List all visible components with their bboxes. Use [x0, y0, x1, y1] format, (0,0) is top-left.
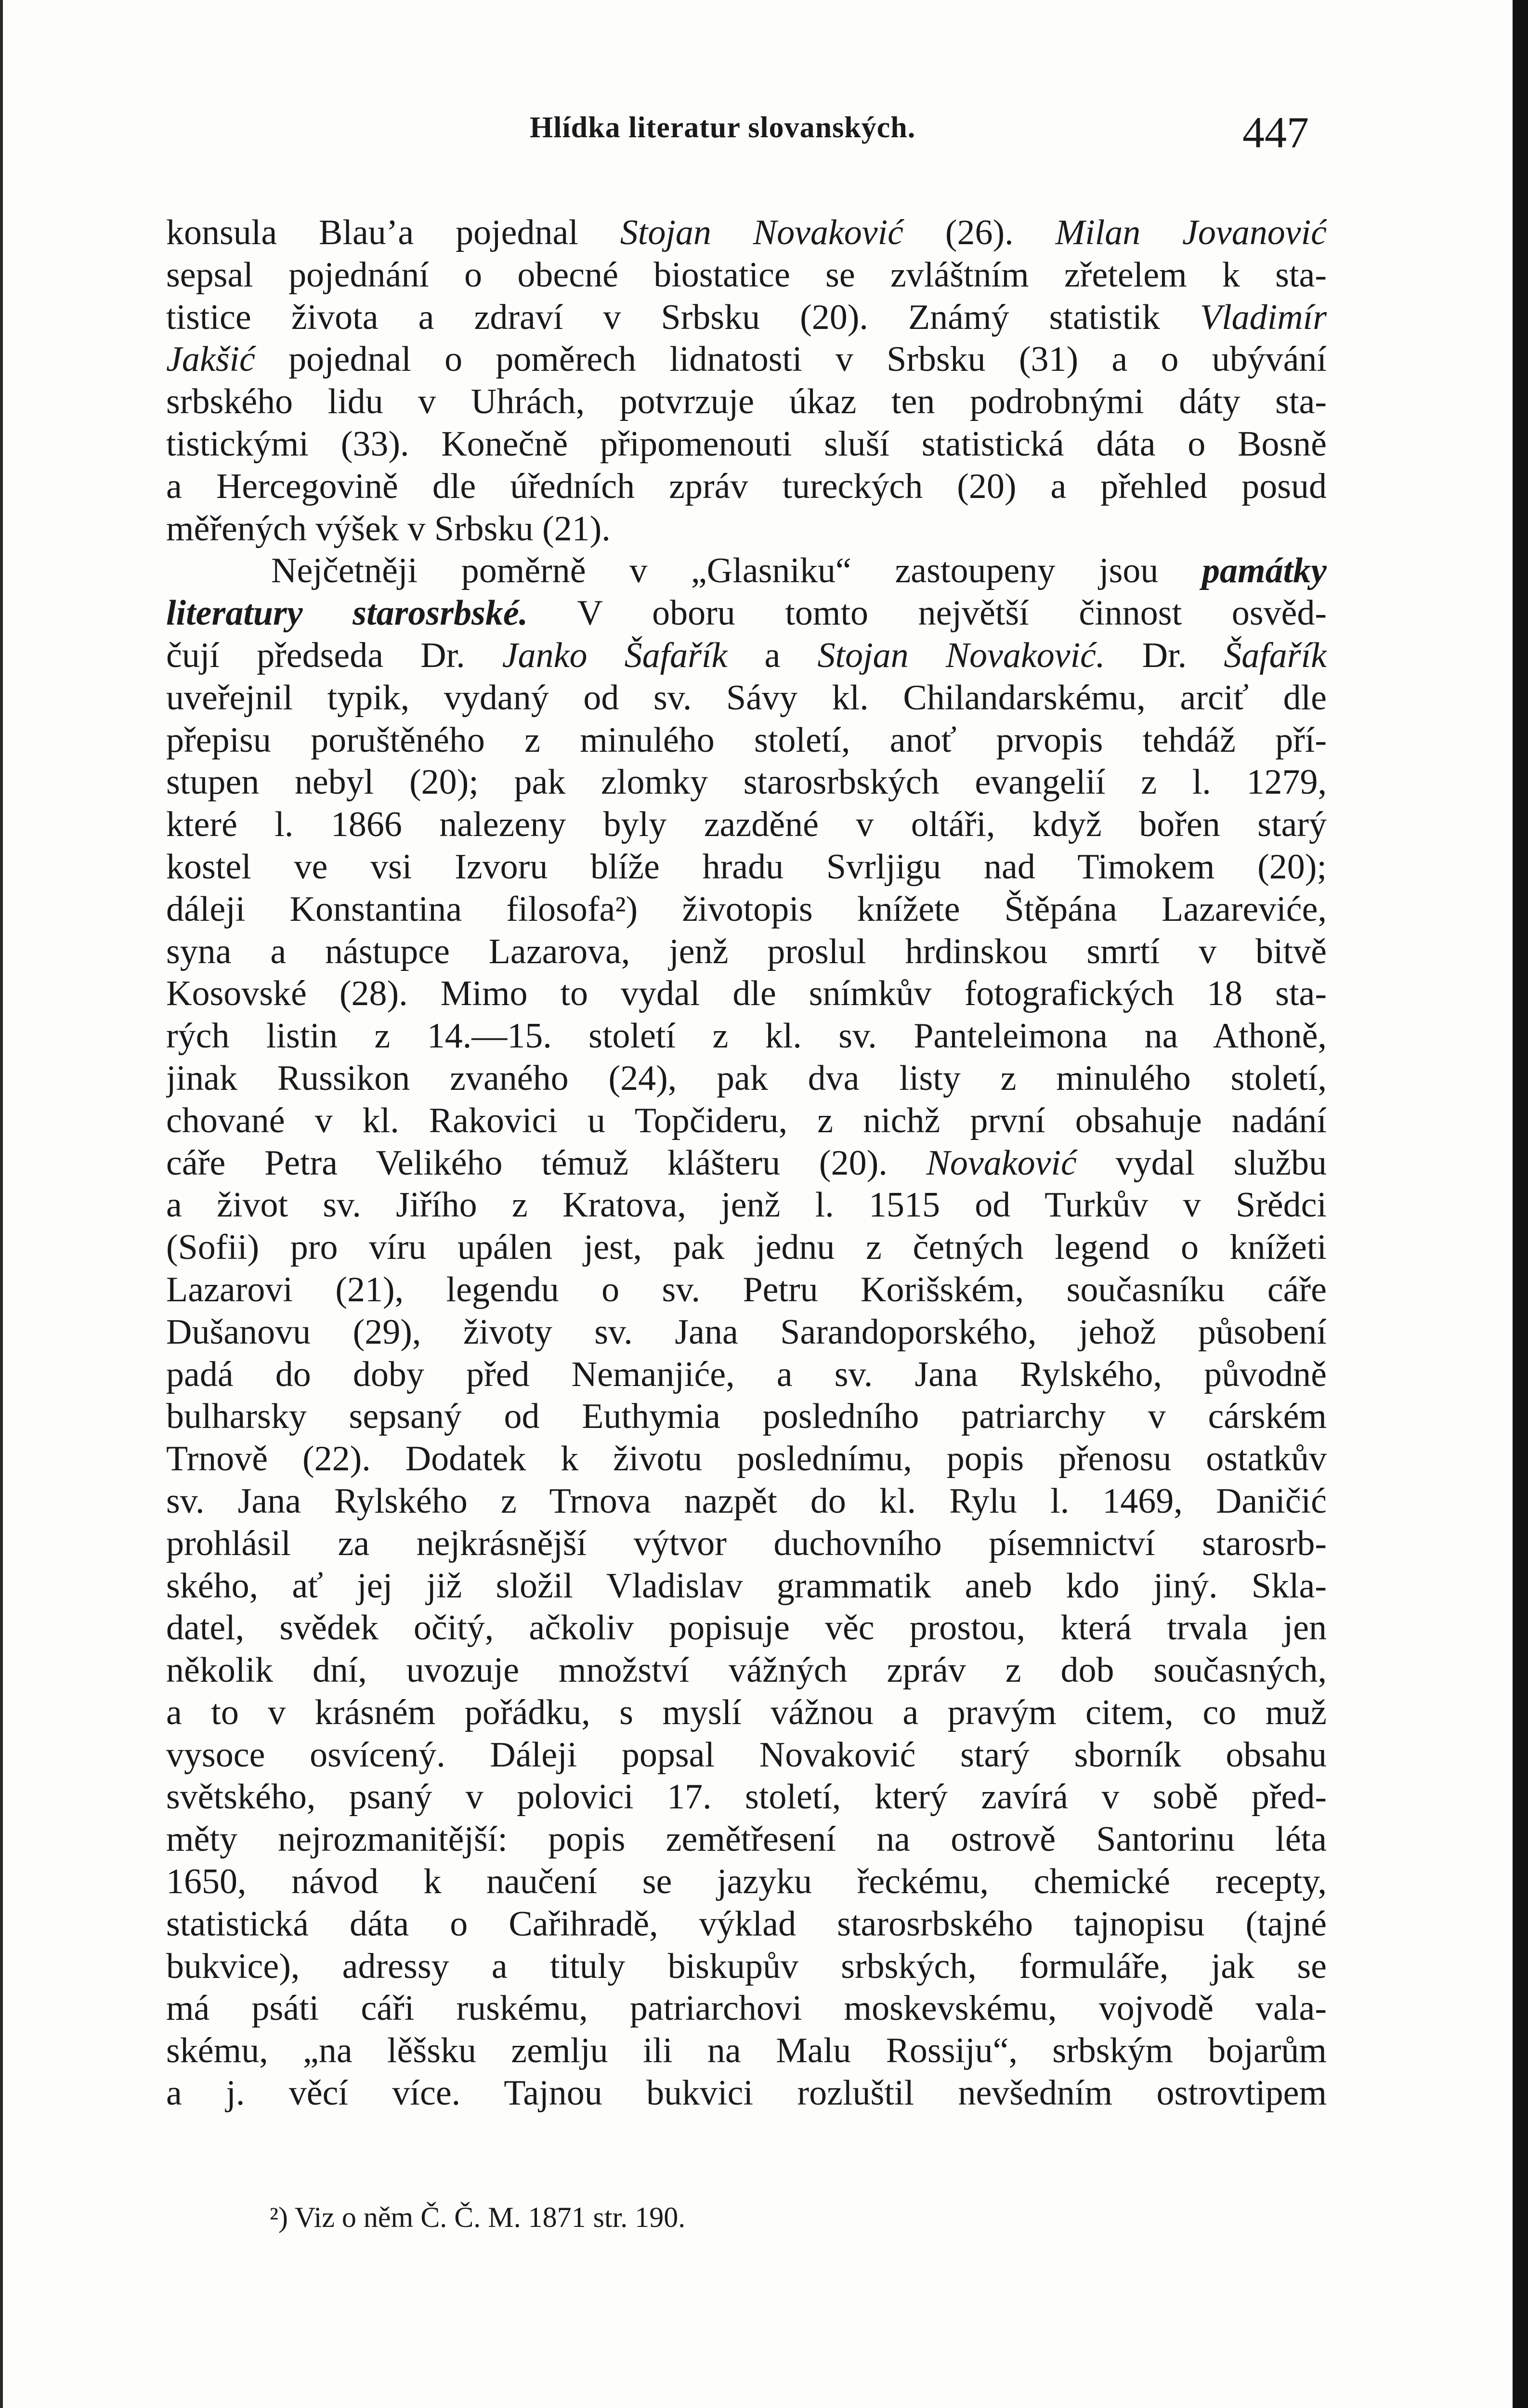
- text-line: [166, 1903, 1327, 1946]
- text-line: [166, 973, 1327, 1015]
- text-line: [166, 720, 1327, 762]
- body-text: [166, 212, 1327, 2115]
- text-line: [166, 1015, 1327, 1058]
- text-segment: literatury starosrbské.: [166, 593, 528, 633]
- text-line: [166, 1692, 1327, 1734]
- text-segment: několik dní, uvozuje množství vážných zpráv z dob současných,: [166, 1650, 1327, 1690]
- text-segment: Jakšić: [166, 340, 255, 380]
- text-segment: které l. 1866 nalezeny byly zazděné v oltáři, když bořen starý: [166, 805, 1327, 845]
- text-line: [166, 1184, 1327, 1227]
- text-line: [166, 254, 1327, 297]
- text-segment: vysoce osvícený. Dáleji popsal Novaković starý sborník obsahu: [166, 1735, 1327, 1775]
- text-line: [166, 1100, 1327, 1142]
- text-segment: památky: [1202, 551, 1327, 591]
- text-segment: měty nejrozmanitější: popis zemětřesení na ostrově Santorinu léta: [166, 1819, 1327, 1859]
- text-line: [166, 889, 1327, 931]
- text-line: [166, 1565, 1327, 1608]
- running-head: Hlídka literatur slovanských.: [530, 111, 916, 144]
- text-segment: ského, ať jej již složil Vladislav grammatik aneb kdo jiný. Skla-: [166, 1566, 1327, 1606]
- text-line: [166, 592, 1327, 635]
- text-segment: bulharsky sepsaný od Euthymia posledního patriarchy v cárském: [166, 1397, 1327, 1437]
- text-segment: Novaković: [926, 1143, 1077, 1183]
- text-line: [166, 466, 1327, 508]
- scan-edge-right: [1513, 0, 1528, 2408]
- text-segment: sv. Jana Rylského z Trnova nazpět do kl. Rylu l. 1469, Daničić: [166, 1481, 1327, 1521]
- text-segment: jinak Russikon zvaného (24), pak dva listy z minulého století,: [166, 1058, 1327, 1098]
- text-segment: a: [727, 635, 818, 675]
- text-segment: Stojan Novaković.: [817, 635, 1105, 675]
- text-segment: bukvice), adressy a tituly biskupův srbských, formuláře, jak se: [166, 1946, 1327, 1986]
- text-segment: syna a nástupce Lazarova, jenž proslul hrdinskou smrtí v bitvě: [166, 931, 1327, 971]
- text-segment: Kosovské (28). Mimo to vydal dle snímkův fotografických 18 sta-: [166, 974, 1327, 1014]
- text-segment: Janko Šafařík: [502, 635, 728, 675]
- text-segment: kostel ve vsi Izvoru blíže hradu Svrljigu nad Timokem (20);: [166, 847, 1327, 887]
- text-segment: padá do doby před Nemanjiće, a sv. Jana Rylského, původně: [166, 1354, 1327, 1394]
- text-segment: pojednal o poměrech lidnatosti v Srbsku (31) a o ubývání: [255, 340, 1327, 380]
- text-segment: datel, svědek očitý, ačkoliv popisuje věc prostou, která trvala jen: [166, 1608, 1327, 1648]
- text-line: [166, 635, 1327, 677]
- text-segment: tistickými (33). Konečně připomenouti sluší statistická dáta o Bosně: [166, 424, 1327, 464]
- text-segment: má psáti cáři ruskému, patriarchovi moskevskému, vojvodě vala-: [166, 1989, 1327, 2028]
- text-segment: konsula Blau’a pojednal: [166, 213, 620, 252]
- text-segment: (Sofii) pro víru upálen jest, pak jednu z četných legend o knížeti: [166, 1228, 1327, 1268]
- text-segment: (26).: [903, 213, 1056, 252]
- text-segment: Trnově (22). Dodatek k životu poslednímu, popis přenosu ostatkův: [166, 1439, 1327, 1479]
- text-segment: prohlásil za nejkrásnější výtvor duchovního písemnictví starosrb-: [166, 1523, 1327, 1563]
- text-segment: dáleji Konstantina filosofa²) životopis knížete Štěpána Lazareviće,: [166, 889, 1327, 929]
- text-line: [166, 1607, 1327, 1649]
- text-segment: přepisu poruštěného z minulého století, anoť prvopis tehdáž pří-: [166, 720, 1327, 760]
- text-segment: stupen nebyl (20); pak zlomky starosrbských evangelií z l. 1279,: [166, 762, 1327, 802]
- text-line: [166, 1734, 1327, 1777]
- text-segment: Nejčetněji poměrně v „Glasniku“ zastoupeny jsou: [271, 551, 1202, 591]
- text-segment: tistice života a zdraví v Srbsku (20). Známý statistik: [166, 297, 1200, 337]
- text-line: [166, 1946, 1327, 1988]
- text-line: [166, 1354, 1327, 1396]
- text-segment: Lazarovi (21), legendu o sv. Petru Korišském, současníku cáře: [166, 1269, 1327, 1309]
- text-line: [166, 1438, 1327, 1480]
- text-segment: srbského lidu v Uhrách, potvrzuje úkaz ten podrobnými dáty sta-: [166, 382, 1327, 422]
- text-segment: a j. věcí více. Tajnou bukvici rozluštil nevšedním ostrovtipem: [166, 2073, 1327, 2113]
- text-line: [166, 1776, 1327, 1819]
- text-line: [166, 1269, 1327, 1311]
- text-line: [166, 1227, 1327, 1269]
- text-line: [166, 423, 1327, 466]
- text-segment: a to v krásném pořádku, s myslí vážnou a pravým citem, co muž: [166, 1692, 1327, 1732]
- text-segment: světského, psaný v polovici 17. století, který zavírá v sobě před-: [166, 1777, 1327, 1817]
- text-line: [166, 212, 1327, 254]
- text-segment: Dušanovu (29), životy sv. Jana Sarandoporského, jehož působení: [166, 1312, 1327, 1352]
- text-line: [166, 1396, 1327, 1438]
- text-segment: statistická dáta o Cařihradě, výklad starosrbského tajnopisu (tajné: [166, 1904, 1327, 1944]
- text-line: [166, 1819, 1327, 1861]
- text-segment: vydal službu: [1076, 1143, 1327, 1183]
- text-line: [166, 1861, 1327, 1903]
- text-line: [166, 1142, 1327, 1185]
- text-segment: rých listin z 14.—15. století z kl. sv. Panteleimona na Athoně,: [166, 1016, 1327, 1056]
- text-line: [166, 804, 1327, 846]
- text-segment: Vladimír: [1200, 297, 1327, 337]
- page-number: 447: [1242, 108, 1309, 157]
- text-segment: Šafařík: [1224, 635, 1327, 675]
- text-segment: sepsal pojednání o obecné biostatice se zvláštním zřetelem k sta-: [166, 255, 1327, 295]
- text-line: [166, 2030, 1327, 2072]
- text-segment: měřených výšek v Srbsku (21).: [166, 509, 611, 549]
- text-segment: čují předseda Dr.: [166, 635, 502, 675]
- text-line: [166, 761, 1327, 804]
- text-line: [166, 381, 1327, 423]
- text-line: [166, 1523, 1327, 1565]
- text-segment: chované v kl. Rakovici u Topčideru, z nichž první obsahuje nadání: [166, 1100, 1327, 1140]
- text-line: [166, 931, 1327, 973]
- text-segment: uveřejnil typik, vydaný od sv. Sávy kl. Chilandarskému, arciť dle: [166, 678, 1327, 718]
- text-line: [166, 1480, 1327, 1523]
- text-line: [166, 2072, 1327, 2115]
- text-segment: V oboru tomto největší činnost osvěd-: [528, 593, 1327, 633]
- text-line: [166, 1988, 1327, 2030]
- text-line: [166, 1649, 1327, 1692]
- text-line: [166, 550, 1327, 592]
- text-line: [166, 1058, 1327, 1100]
- text-line: [166, 846, 1327, 889]
- text-segment: Dr.: [1105, 635, 1224, 675]
- text-segment: cáře Petra Velikého témuž klášteru (20).: [166, 1143, 927, 1183]
- text-segment: skému, „na lěšsku zemlju ili na Malu Rossiju“, srbským bojarům: [166, 2031, 1327, 2071]
- text-segment: 1650, návod k naučení se jazyku řeckému, chemické recepty,: [166, 1862, 1327, 1902]
- text-line: [166, 677, 1327, 720]
- text-segment: a život sv. Jiřího z Kratova, jenž l. 1515 od Turkův v Srědci: [166, 1185, 1327, 1225]
- footnote: ²) Viz o něm Č. Č. M. 1871 str. 190.: [270, 2201, 686, 2233]
- scan-edge-left: [0, 0, 3, 2408]
- text-segment: a Hercegovině dle úředních zpráv tureckých (20) a přehled posud: [166, 466, 1327, 506]
- text-segment: Milan Jovanović: [1055, 213, 1327, 252]
- text-line: [166, 297, 1327, 339]
- text-segment: Stojan Novaković: [620, 213, 904, 252]
- text-line: [166, 339, 1327, 381]
- text-line: [166, 1311, 1327, 1354]
- text-line: [166, 508, 1327, 550]
